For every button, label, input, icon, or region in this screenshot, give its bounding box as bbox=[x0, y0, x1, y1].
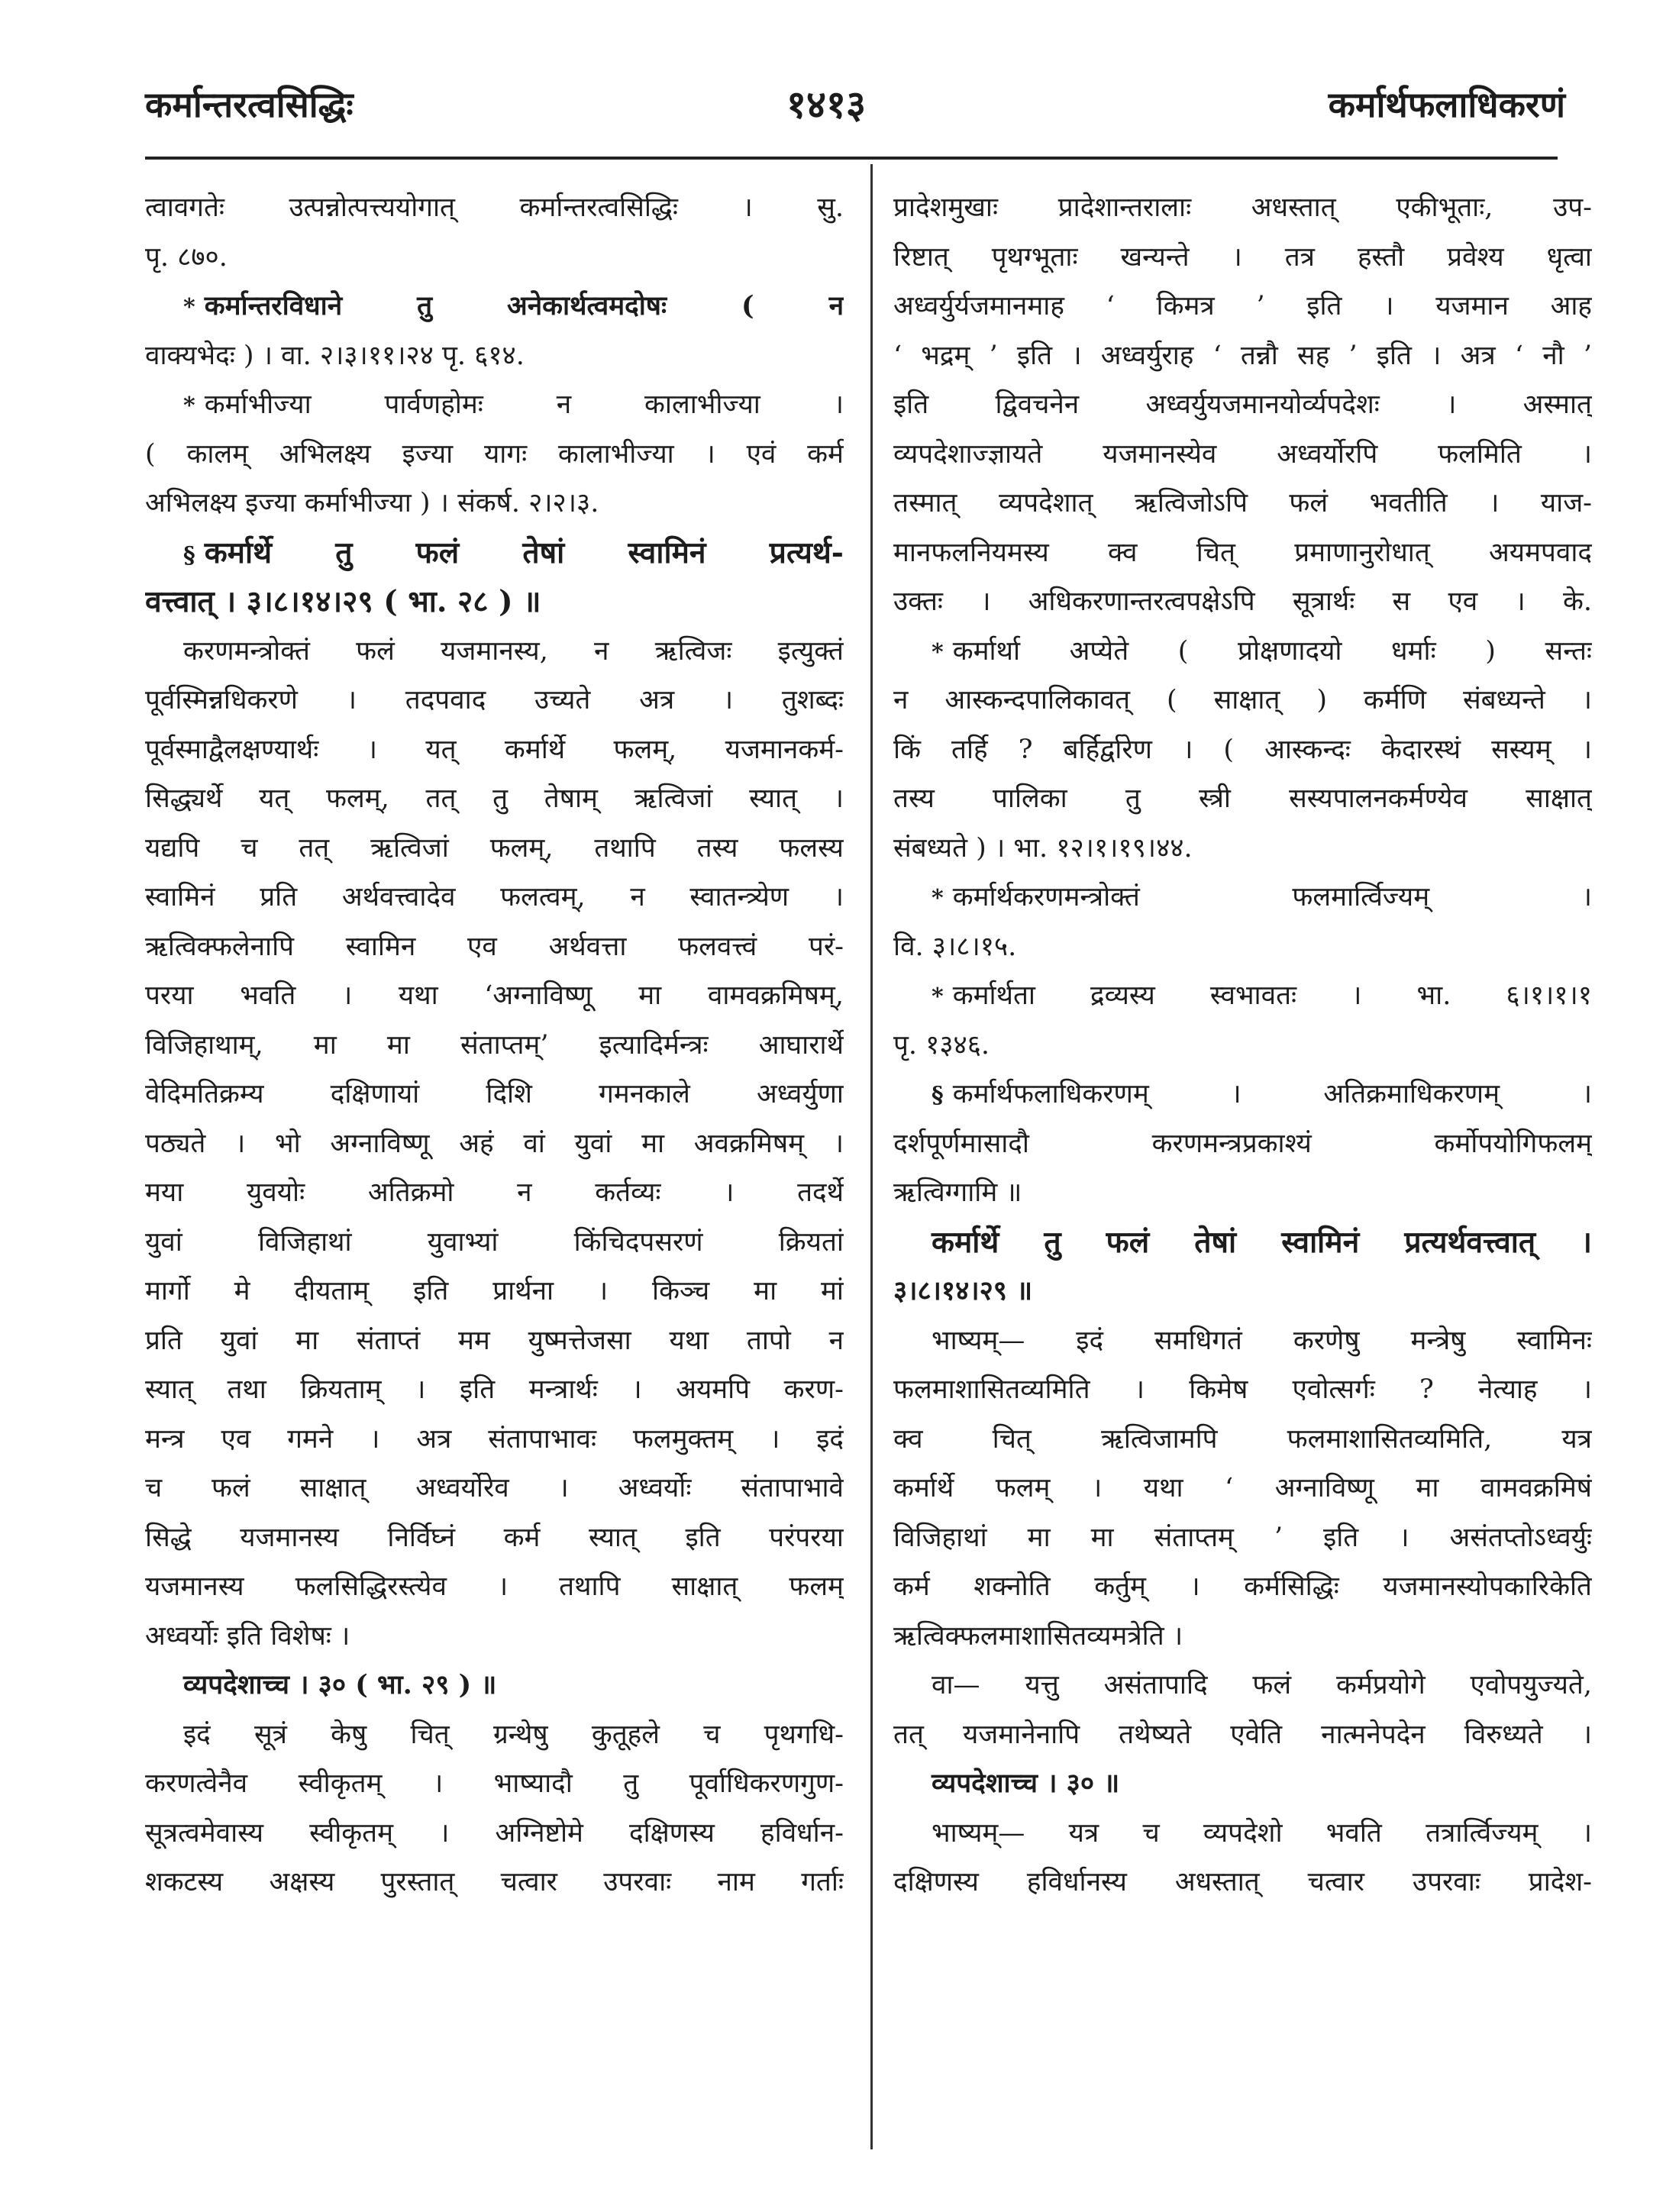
text-line: अध्वर्युर्यजमानमाह ‘ किमत्र ’ इति । यजमान आह bbox=[893, 291, 1592, 321]
column-divider bbox=[870, 164, 873, 2149]
text-line: यद्यपि च तत् ऋत्विजां फलम्, तथापि तस्य फलस्य bbox=[145, 832, 844, 864]
bhashya-line: भाष्यम्— इदं समधिगतं करणेषु मन्त्रेषु स्वामिनः bbox=[932, 1325, 1592, 1356]
entry-line: * कर्मार्था अप्येते ( प्रोक्षणादयो धर्माः ) सन्तः bbox=[932, 635, 1592, 667]
text-line: वेदिमतिक्रम्य दक्षिणायां दिशि गमनकाले अध्वर्युणा bbox=[145, 1079, 844, 1109]
text-line: युवां विजिहाथां युवाभ्यां किंचिदपसरणं क्रियतां bbox=[145, 1226, 844, 1258]
text-line: तस्मात् व्यपदेशात् ऋत्विजोऽपि फलं भवतीति । याज- bbox=[893, 488, 1592, 518]
text-line: स्वामिनं प्रति अर्थवत्त्वादेव फलत्वम्, न स्वातन्त्र्येण । bbox=[145, 882, 844, 912]
running-head-right: कर्मार्थफलाधिकरणं bbox=[1328, 84, 1565, 125]
entry-line: * कर्मार्थकरणमन्त्रोक्तं फलमार्त्विज्यम् । bbox=[932, 882, 1592, 912]
text-line: फलमाशासितव्यमिति । किमेष एवोत्सर्गः ? नेत्याह । bbox=[893, 1374, 1592, 1405]
text-line: सिद्धे यजमानस्य निर्विघ्नं कर्म स्यात् इति परंपरया bbox=[145, 1522, 844, 1553]
text-line: क्व चित् ऋत्विजामपि फलमाशासितव्यमिति, यत्र bbox=[893, 1423, 1592, 1455]
text-line: अध्वर्योः इति विशेषः । bbox=[145, 1620, 350, 1652]
text-line: कर्म शक्नोति कर्तुम् । कर्मसिद्धिः यजमानस्योपकारिकेति bbox=[893, 1571, 1592, 1602]
text-line: पठ्यते । भो अग्नाविष्णू अहं वां युवां मा अवक्रमिषम् । bbox=[145, 1128, 844, 1159]
page-number: १४१३ bbox=[786, 82, 866, 127]
sutra-heading: व्यपदेशाच्च । ३० ॥ bbox=[932, 1768, 1120, 1799]
page-header bbox=[115, 73, 1565, 134]
text-line: दक्षिणस्य हविर्धानस्य अधस्तात् चत्वार उपरवाः प्रादेश- bbox=[893, 1867, 1592, 1897]
sutra-heading: § कर्मार्थे तु फलं तेषां स्वामिनं प्रत्यर्थ- bbox=[183, 534, 844, 570]
text-line: दर्शपूर्णमासादौ करणमन्त्रप्रकाश्यं कर्मोपयोगिफलम् bbox=[893, 1128, 1592, 1159]
text-line: प्रादेशमुखाः प्रादेशान्तरालाः अधस्तात् एकीभूताः, उप- bbox=[893, 192, 1592, 223]
entry-line: * कर्माभीज्या पार्वणहोमः न कालाभीज्या । bbox=[183, 389, 844, 420]
entry-line: * कर्मार्थता द्रव्यस्य स्वभावतः । भा. ६।१।१।१ bbox=[932, 980, 1592, 1011]
star-marker: * bbox=[932, 885, 944, 912]
right-column bbox=[893, 183, 1592, 1907]
star-marker: * bbox=[932, 983, 944, 1010]
text-line: करणमन्त्रोक्तं फलं यजमानस्य, न ऋत्विजः इत्युक्तं bbox=[183, 635, 844, 667]
text-line: तत् यजमानेनापि तथेष्यते एवेति नात्मनेपदेन विरुध्यते । bbox=[893, 1719, 1592, 1750]
adhikarana-line: § कर्मार्थफलाधिकरणम् । अतिक्रमाधिकरणम् । bbox=[932, 1079, 1592, 1109]
text-line: सिद्ध्यर्थे यत् फलम्, तत् तु तेषाम् ऋत्विजां स्यात् । bbox=[145, 783, 844, 814]
star-marker: * bbox=[932, 638, 944, 666]
sutra-marker: § bbox=[932, 1082, 944, 1109]
header-rule bbox=[145, 157, 1558, 160]
text-line: ऋत्विग्गामि ॥ bbox=[893, 1177, 1022, 1208]
text-line: मानफलनियमस्य क्व चित् प्रमाणानुरोधात् अयमपवाद bbox=[893, 537, 1592, 568]
text-line: न आस्कन्दपालिकावत् ( साक्षात् ) कर्मणि संबध्यन्ते । bbox=[893, 685, 1592, 715]
text-line: मन्त्र एव गमने । अत्र संतापाभावः फलमुक्तम् । इदं bbox=[145, 1423, 844, 1455]
text-line: त्वावगतेः उत्पन्नोत्पत्त्ययोगात् कर्मान्तरत्वसिद्धिः । सु. bbox=[145, 192, 844, 223]
text-line: उक्तः । अधिकरणान्तरत्वपक्षेऽपि सूत्रार्थः स एव । के. bbox=[893, 586, 1592, 617]
star-marker: * bbox=[183, 294, 195, 321]
text-line: स्यात् तथा क्रियताम् । इति मन्त्रार्थः । अयमपि करण- bbox=[145, 1374, 844, 1405]
text-line: ऋत्विक्फलेनापि स्वामिन एव अर्थवत्ता फलवत्त्वं परं- bbox=[145, 931, 844, 962]
vartika-line: वा— यत्तु असंतापादि फलं कर्मप्रयोगे एवोपयुज्यते, bbox=[932, 1670, 1592, 1700]
text-line: इति द्विवचनेन अध्वर्युयजमानयोर्व्यपदेशः । अस्मात् bbox=[893, 389, 1592, 420]
text-line: पूर्वस्माद्वैलक्षण्यार्थः । यत् कर्मार्थे फलम्, यजमानकर्म- bbox=[145, 734, 844, 765]
text-line: यजमानस्य फलसिद्धिरस्त्येव । तथापि साक्षात् फलम् bbox=[145, 1571, 844, 1602]
text-line: संबध्यते ) । भा. १२।१।१९।४४. bbox=[893, 832, 1193, 864]
text-line: अभिलक्ष्य इज्या कर्माभीज्या ) । संकर्ष. २।२।३. bbox=[145, 488, 599, 518]
text-line: रिष्टात् पृथग्भूताः खन्यन्ते । तत्र हस्तौ प्रवेश्य धृत्वा bbox=[893, 241, 1592, 273]
text-line: पृ. ८७०. bbox=[145, 241, 228, 273]
text-line: शकटस्य अक्षस्य पुरस्तात् चत्वार उपरवाः नाम गर्ताः bbox=[145, 1867, 844, 1897]
text-line: च फलं साक्षात् अध्वर्योरेव । अध्वर्योः संतापाभावे bbox=[145, 1473, 844, 1503]
text-line: वि. ३।८।१५. bbox=[893, 931, 1017, 962]
text-line: करणत्वेनैव स्वीकृतम् । भाष्यादौ तु पूर्वाधिकरणगुण- bbox=[145, 1768, 844, 1799]
text-line: मार्गो मे दीयताम् इति प्रार्थना । किञ्च मा मां bbox=[145, 1276, 844, 1306]
sutra-number: ३।८।१४।२९ ॥ bbox=[893, 1275, 1033, 1306]
text-line: कर्मार्थे फलम् । यथा ‘ अग्नाविष्णू मा वामवक्रमिषं bbox=[893, 1473, 1592, 1503]
text-line: तस्य पालिका तु स्त्री सस्यपालनकर्मण्येव साक्षात् bbox=[893, 783, 1592, 814]
bhashya-line: भाष्यम्— यत्र च व्यपदेशो भवति तत्रार्त्विज्यम् । bbox=[932, 1817, 1592, 1849]
sutra-heading: व्यपदेशाच्च । ३० ( भा. २९ ) ॥ bbox=[183, 1669, 497, 1700]
text-line: पृ. १३४६. bbox=[893, 1029, 990, 1061]
text-line: ऋत्विक्फलमाशासितव्यमत्रेति । bbox=[893, 1620, 1183, 1652]
sutra-marker: § bbox=[183, 541, 195, 569]
text-line: व्यपदेशाज्ज्ञायते यजमानस्येव अध्वर्योरपि फलमिति । bbox=[893, 438, 1592, 470]
text-line: विजिहाथां मा मा संताप्तम् ’ इति । असंतप्तोऽध्वर्युः bbox=[893, 1522, 1592, 1553]
text-line: प्रति युवां मा संताप्तं मम युष्मत्तेजसा यथा तापो न bbox=[145, 1325, 844, 1356]
text-line: किं तर्हि ? बर्हिर्द्वारेण । ( आस्कन्दः केदारस्थं सस्यम् । bbox=[893, 734, 1592, 765]
text-line: ‘ भद्रम् ’ इति । अध्वर्युराह ‘ तन्नौ सह ’ इति । अत्र ‘ नौ ’ bbox=[893, 340, 1592, 371]
entry-line: * कर्मान्तरविधाने तु अनेकार्थत्वमदोषः ( न bbox=[183, 290, 844, 321]
sutra-heading: कर्मार्थे तु फलं तेषां स्वामिनं प्रत्यर्थवत्त्वात् । bbox=[932, 1224, 1592, 1260]
star-marker: * bbox=[183, 392, 195, 419]
text-line: इदं सूत्रं केषु चित् ग्रन्थेषु कुतूहले च पृथगधि- bbox=[183, 1719, 844, 1750]
text-line: ( कालम् अभिलक्ष्य इज्या यागः कालाभीज्या । एवं कर्म bbox=[145, 438, 844, 470]
text-line: सूत्रत्वमेवास्य स्वीकृतम् । अग्निष्टोमे दक्षिणस्य हविर्धान- bbox=[145, 1817, 844, 1849]
sutra-heading-cont: वत्त्वात् । ३।८।१४।२९ ( भा. २८ ) ॥ bbox=[145, 584, 541, 619]
text-line: वाक्यभेदः ) । वा. २।३।११।२४ पृ. ६१४. bbox=[145, 340, 525, 371]
text-line: परया भवति । यथा ‘अग्नाविष्णू मा वामवक्रमिषम्, bbox=[145, 980, 844, 1011]
left-column bbox=[145, 183, 844, 1907]
text-line: मया युवयोः अतिक्रमो न कर्तव्यः । तदर्थे bbox=[145, 1177, 844, 1208]
text-line: पूर्वस्मिन्नधिकरणे । तदपवाद उच्यते अत्र । तुशब्दः bbox=[145, 685, 844, 715]
running-head-left: कर्मान्तरत्वसिद्धिः bbox=[145, 84, 354, 125]
text-line: विजिहाथाम्, मा मा संताप्तम्’ इत्यादिर्मन्त्रः आघारार्थे bbox=[145, 1029, 844, 1061]
